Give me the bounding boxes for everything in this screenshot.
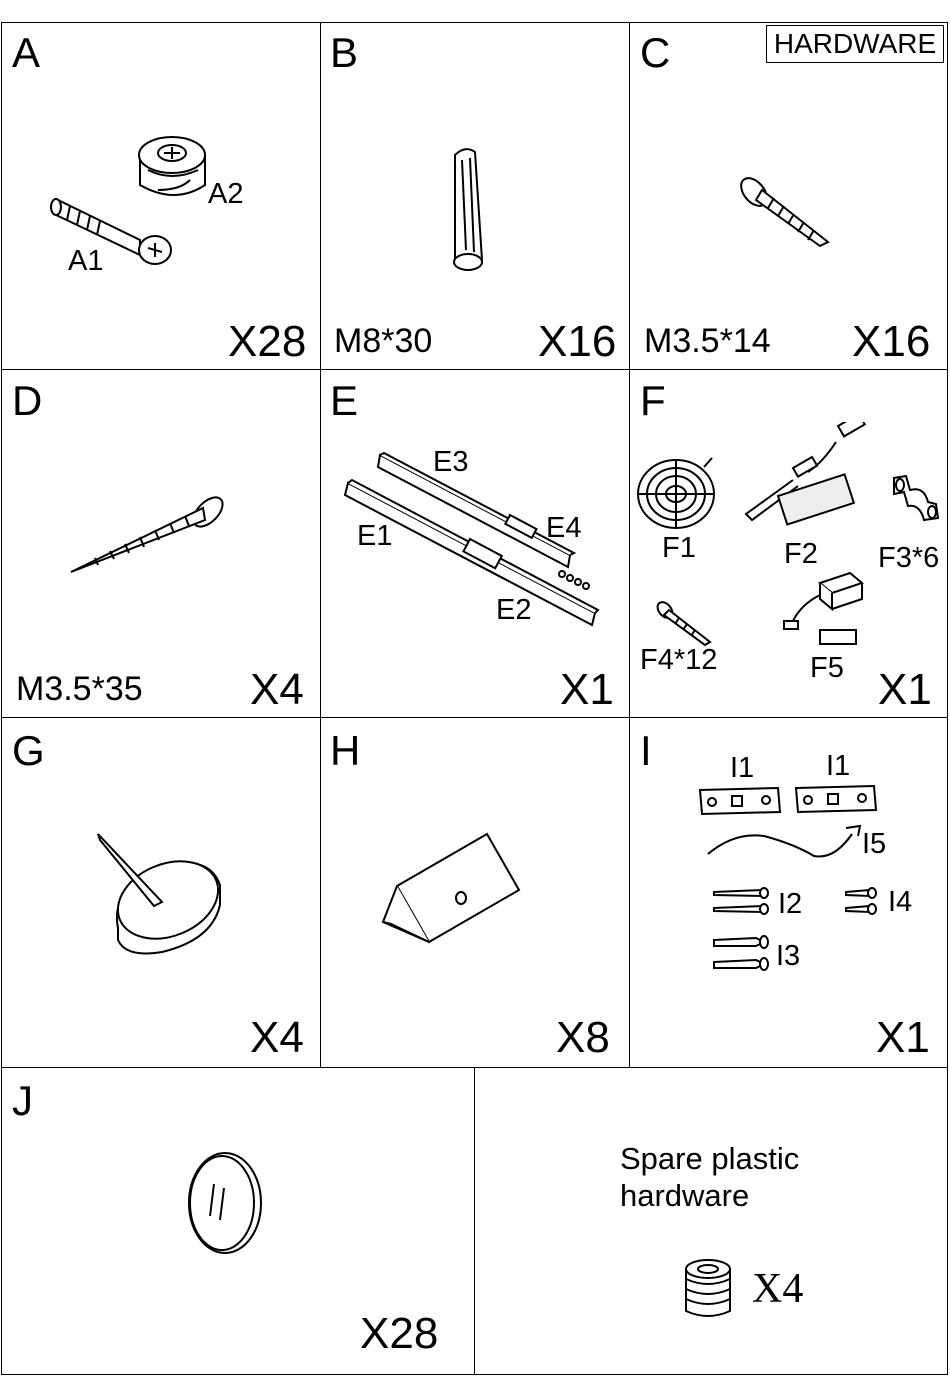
qty-spare: X4 — [752, 1266, 804, 1312]
qty-j: X28 — [360, 1309, 439, 1358]
mirror-clip-icon — [694, 782, 884, 822]
clip-bracket-icon — [884, 470, 944, 540]
wall-anchors-icon — [712, 934, 772, 978]
spare-hardware-note — [620, 1140, 799, 1214]
wooden-dowel-icon — [440, 140, 500, 280]
qty-b: X16 — [538, 317, 617, 366]
sub-label-e3: E3 — [433, 446, 469, 478]
usb-led-strip-icon — [738, 422, 868, 532]
spec-c: M3.5*14 — [644, 322, 771, 360]
sub-label-a1: A1 — [68, 245, 104, 277]
spare-line-2: hardware — [620, 1178, 750, 1214]
sub-label-e2: E2 — [496, 594, 532, 626]
wood-screws-icon — [712, 886, 772, 918]
qty-g: X4 — [250, 1013, 304, 1062]
qty-h: X8 — [556, 1013, 610, 1062]
small-screws-icon — [844, 886, 880, 918]
sub-label-a2: A2 — [208, 178, 244, 210]
qty-e: X1 — [560, 665, 614, 714]
sub-label-i5: I5 — [862, 828, 887, 860]
sensor-switch-icon — [780, 565, 870, 650]
part-letter-f: F — [640, 377, 666, 424]
sub-label-i2: I2 — [778, 888, 803, 920]
corner-bracket-icon — [375, 830, 525, 955]
part-letter-d: D — [12, 377, 43, 424]
spec-b: M8*30 — [334, 322, 433, 360]
led-coil-icon — [634, 452, 724, 532]
sub-label-f2: F2 — [784, 538, 818, 570]
qty-i: X1 — [876, 1013, 930, 1062]
part-letter-g: G — [12, 727, 45, 774]
cell-spare — [474, 1067, 948, 1375]
sub-label-i1-left: I1 — [730, 752, 755, 784]
part-letter-e: E — [330, 377, 359, 424]
sub-label-f1: F1 — [662, 532, 696, 564]
part-letter-h: H — [330, 727, 361, 774]
part-letter-i: I — [640, 727, 652, 774]
hardware-badge: HARDWARE — [766, 25, 944, 63]
sub-label-i4: I4 — [888, 886, 913, 918]
qty-f: X1 — [878, 665, 932, 714]
qty-c: X16 — [852, 317, 931, 366]
part-letter-c: C — [640, 29, 671, 76]
sub-label-f5: F5 — [810, 652, 844, 684]
sub-label-f3: F3*6 — [878, 542, 940, 574]
part-letter-a: A — [12, 29, 41, 76]
bumper-pad-icon — [180, 1148, 270, 1258]
long-screw-icon — [65, 490, 230, 580]
sub-label-i3: I3 — [776, 940, 801, 972]
spec-d: M3.5*35 — [16, 670, 143, 708]
sub-label-f4: F4*12 — [640, 644, 718, 676]
part-letter-j: J — [12, 1077, 33, 1124]
threaded-insert-icon — [678, 1255, 738, 1325]
part-letter-b: B — [330, 29, 359, 76]
wire-icon — [704, 822, 864, 867]
short-screw-icon — [740, 170, 840, 255]
furniture-glide-icon — [90, 830, 230, 965]
qty-d: X4 — [250, 665, 304, 714]
sub-label-e1: E1 — [357, 520, 393, 552]
qty-a: X28 — [228, 317, 307, 366]
sub-label-e4: E4 — [546, 512, 582, 544]
spare-line-1: Spare plastic — [620, 1141, 800, 1176]
sub-label-i1-right: I1 — [826, 750, 851, 782]
small-screw-icon — [655, 600, 715, 648]
